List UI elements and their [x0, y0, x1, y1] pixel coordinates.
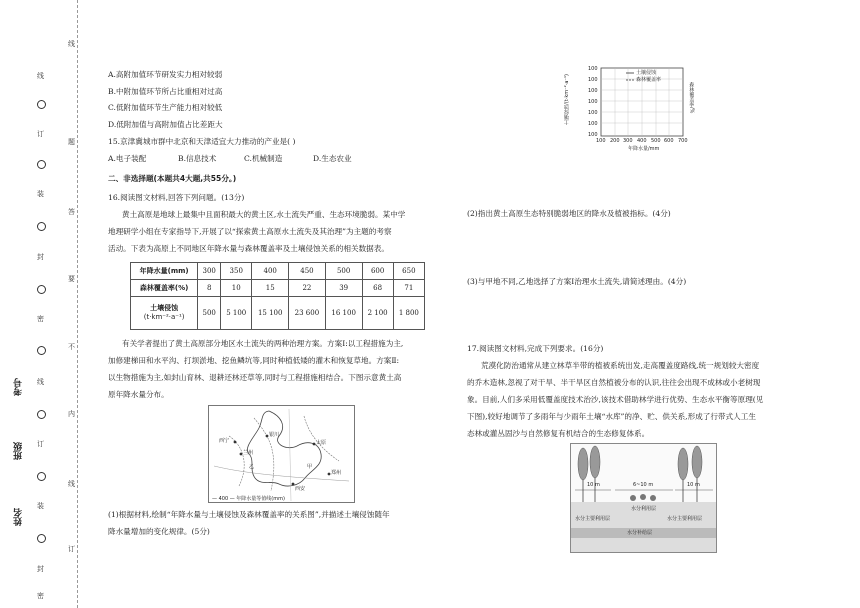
- q15-option-b: B.信息技术: [178, 154, 217, 163]
- chart-ytick: 100: [588, 110, 598, 116]
- paragraph-line: 下图),较好地调节了多雨年与少雨年土壤“水库”的净、贮、供关系,形成了行带式人工生: [467, 412, 756, 421]
- paragraph-line: 原年降水量分布。: [108, 390, 169, 399]
- chart-xtick: 400: [637, 138, 647, 144]
- table-cell: 600: [362, 263, 393, 280]
- question-16-1-cont: 降水量增加的变化规律。(5分): [108, 527, 210, 536]
- table-cell: 500: [198, 297, 221, 330]
- chart-ytick: 100: [588, 77, 598, 83]
- chart-ytick: 100: [588, 99, 598, 105]
- paragraph-line: 荒漠化防治通常从建立林草半带的植被系统出发,走高覆盖度路线,统一规划较大密度: [481, 361, 760, 370]
- binding-char: 装: [37, 502, 44, 510]
- chart-ylabel-right: 森林覆盖率/%: [688, 82, 695, 114]
- binding-circle: [37, 410, 46, 419]
- q15-option-d: D.生态农业: [313, 154, 352, 163]
- chart-xtick: 300: [623, 138, 633, 144]
- table-header: 森林覆盖率(%): [131, 280, 198, 297]
- table-cell: 71: [393, 280, 424, 297]
- chart-ytick: 100: [588, 132, 598, 138]
- exam-number-field: 考号: [14, 378, 24, 396]
- map-label: 郑州: [331, 470, 342, 476]
- paragraph-line: 的乔木造林,忽视了对干旱、半干旱区自然植被分布的认识,往往会出现不成林或小老树现: [467, 378, 761, 387]
- binding-char: 密: [37, 592, 44, 600]
- binding-char: 订: [37, 440, 44, 448]
- table-cell: 400: [252, 263, 289, 280]
- chart-xtick: 600: [664, 138, 674, 144]
- question-16: 16.阅读图文材料,回答下列问题。(13分): [108, 193, 245, 202]
- option-a: A.高附加值环节研发实力相对较弱: [108, 70, 223, 79]
- option-b: B.中附加值环节所占比重相对过高: [108, 87, 223, 96]
- name-field: 姓名: [14, 508, 24, 526]
- chart-xlabel: 年降水量/mm: [628, 146, 660, 152]
- map-label: 银川: [269, 432, 280, 438]
- paragraph-line: 加修建梯田和水平沟、打坝淤地、挖鱼鳞坑等,同时种植低矮的灌木和恢复草地。方案Ⅱ:: [108, 356, 400, 365]
- binding-char: 不: [68, 343, 75, 351]
- binding-char: 封: [37, 253, 44, 261]
- binding-char: 内: [68, 410, 75, 418]
- binding-circle: [37, 346, 46, 355]
- chart-legend-item: 森林覆盖率: [636, 77, 662, 83]
- table-cell: 300: [198, 263, 221, 280]
- binding-circle: [37, 472, 46, 481]
- paragraph-line: 有关学者提出了黄土高原部分地区水土流失的两种治理方案。方案Ⅰ:以工程措施为主,: [122, 339, 404, 348]
- table-cell: 2 100: [362, 297, 393, 330]
- question-17: 17.阅读图文材料,完成下列要求。(16分): [467, 344, 604, 353]
- paragraph-line: 地理研学小组在专家指导下,开展了以“探索黄土高原水土流失及其治理”为主题的考察: [108, 227, 392, 236]
- vegetation-diagram: [570, 443, 717, 553]
- map-label: 兰州: [243, 450, 254, 456]
- table-row: [131, 280, 425, 297]
- binding-dashed-line: [77, 0, 78, 608]
- option-d: D.低附加值与高附加值占比差距大: [108, 120, 223, 129]
- q15-option-a: A.电子装配: [108, 154, 147, 163]
- binding-char: 线: [68, 40, 75, 48]
- chart-ylabel-left: 土壤侵蚀/(t·km⁻²·a⁻¹): [564, 74, 570, 125]
- table-cell: 68: [362, 280, 393, 297]
- table-cell: 500: [325, 263, 362, 280]
- diagram-label: 水分主要利用层: [575, 516, 611, 522]
- table-header-line: 土壤侵蚀: [150, 304, 179, 313]
- diagram-label: 10 m: [687, 482, 700, 488]
- binding-circle: [37, 100, 46, 109]
- question-16-3: (3)与甲地不同,乙地选择了方案Ⅰ治理水土流失,请简述理由。(4分): [467, 277, 687, 286]
- table-cell: 8: [198, 280, 221, 297]
- binding-char: 封: [37, 565, 44, 573]
- binding-char: 订: [68, 545, 75, 553]
- table-cell: 450: [289, 263, 326, 280]
- blank-chart: [564, 64, 703, 154]
- binding-char: 线: [37, 378, 44, 386]
- chart-ytick: 100: [588, 88, 598, 94]
- binding-char: 线: [37, 72, 44, 80]
- class-field: 班级: [14, 442, 24, 460]
- chart-ytick: 100: [588, 121, 598, 127]
- chart-ytick: 100: [588, 66, 598, 72]
- question-16-2: (2)指出黄土高原生态特别脆弱地区的降水及植被指标。(4分): [467, 209, 671, 218]
- table-header: 年降水量(mm): [131, 263, 198, 280]
- map-label: 甲: [307, 464, 313, 470]
- map-label: 西宁: [219, 438, 230, 444]
- paragraph-line: 态林或灌丛固沙与自然修复有机结合的生态修复体系。: [467, 429, 650, 438]
- paragraph-line: 象。目前,人们多采用低覆盖度技术治沙,该技术借助林学进行优势、生态水平衡等原理(见: [467, 395, 764, 404]
- binding-circle: [37, 534, 46, 543]
- data-table: [130, 262, 425, 330]
- binding-char: 题: [68, 138, 75, 146]
- paragraph-line: 活动。下表为高原上不同地区年降水量与森林覆盖率及土壤侵蚀关系的相关数据表。: [108, 244, 389, 253]
- table-cell: 1 800: [393, 297, 424, 330]
- table-cell: 650: [393, 263, 424, 280]
- table-header-unit: (t·km⁻²·a⁻¹): [143, 313, 185, 321]
- option-c: C.低附加值环节生产能力相对较低: [108, 103, 223, 112]
- binding-char: 答: [68, 208, 75, 216]
- table-cell: 22: [289, 280, 326, 297]
- diagram-label: 水分主要利用层: [667, 516, 703, 522]
- precipitation-map: [208, 405, 355, 503]
- paragraph-line: 黄土高原是地球上最集中且面积最大的黄土区,水土流失严重、生态环境脆弱。某中学: [122, 210, 406, 219]
- q15-option-c: C.机械制造: [244, 154, 283, 163]
- map-label: 太原: [316, 440, 327, 446]
- binding-char: 密: [37, 315, 44, 323]
- table-cell: 10: [221, 280, 252, 297]
- table-cell: 15: [252, 280, 289, 297]
- map-legend: — 400 — 年降水量等值线(mm): [212, 496, 285, 502]
- binding-char: 要: [68, 275, 75, 283]
- binding-circle: [37, 285, 46, 294]
- chart-xtick: 500: [651, 138, 661, 144]
- map-label: 乙: [249, 464, 255, 470]
- diagram-label: 6~10 m: [633, 482, 654, 488]
- table-cell: 5 100: [221, 297, 252, 330]
- diagram-label: 10 m: [587, 482, 600, 488]
- table-row: [131, 263, 425, 280]
- chart-xtick: 700: [678, 138, 688, 144]
- question-15: 15.京津冀城市群中北京和天津适宜大力推动的产业是( ): [108, 137, 296, 146]
- table-cell: 15 100: [252, 297, 289, 330]
- chart-legend-item: 土壤侵蚀: [636, 70, 657, 76]
- map-label: 西安: [295, 486, 306, 492]
- binding-circle: [37, 222, 46, 231]
- binding-margin: [0, 0, 80, 608]
- map-drawing: [209, 406, 354, 502]
- binding-char: 线: [68, 480, 75, 488]
- table-cell: 39: [325, 280, 362, 297]
- section-heading: 二、非选择题(本题共4大题,共55分。): [108, 174, 237, 183]
- binding-circle: [37, 160, 46, 169]
- table-cell: 350: [221, 263, 252, 280]
- table-cell: 23 600: [289, 297, 326, 330]
- table-cell: 16 100: [325, 297, 362, 330]
- binding-char: 装: [37, 190, 44, 198]
- paragraph-line: 以生物措施为主,如封山育林、退耕还林还草等,同时与工程措施相结合。下图示意黄土高: [108, 373, 402, 382]
- chart-xtick: 200: [610, 138, 620, 144]
- diagram-label: 水分补给层: [627, 530, 653, 536]
- table-header: [131, 297, 198, 330]
- table-row: [131, 297, 425, 330]
- question-16-1: (1)根据材料,绘制“年降水量与土壤侵蚀及森林覆盖率的关系图”,并描述土壤侵蚀随年: [108, 510, 390, 519]
- chart-xtick: 100: [596, 138, 606, 144]
- diagram-label: 水分利用层: [631, 506, 657, 512]
- binding-char: 订: [37, 130, 44, 138]
